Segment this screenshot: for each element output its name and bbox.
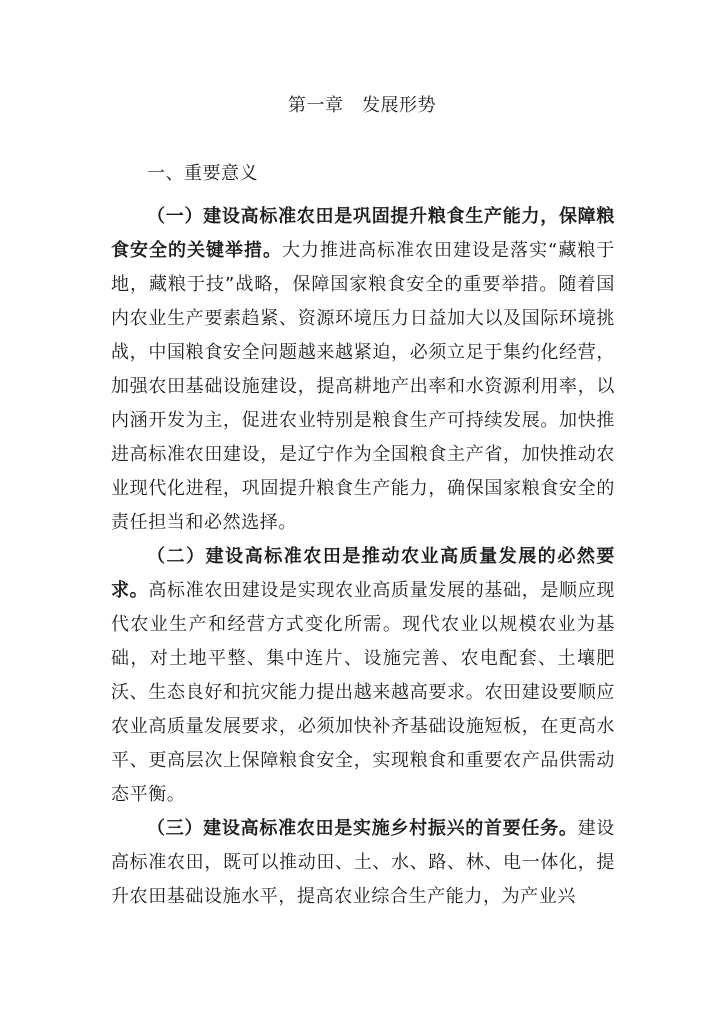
paragraph-3	[111, 812, 615, 914]
paragraph-1-lead: （一）建设高标准农田是巩固提升粮食生产能力，保障粮食安全的关键举措。	[111, 206, 615, 261]
paragraph-2-lead: （二）建设高标准农田是推动农业高质量发展的必然要求。	[111, 546, 615, 601]
paragraph-1	[111, 200, 615, 540]
paragraph-2-text: 高标准农田建设是实现农业高质量发展的基础，是顺应现代农业生产和经营方式变化所需。现代农业以规模农业为基础，对土地平整、集中连片、设施完善、农电配套、土壤肥沃、生态良好和抗灾能力提出越来越高要求。农田建设要顺应农业高质量发展要求，必须加快补齐基础设施短板，在更高水平、更高层次上保障粮食安全，实现粮食和重要农产品供需动态平衡。	[111, 580, 615, 805]
section-heading: 一、重要意义	[147, 163, 258, 184]
paragraph-3-text: 建设高标准农田，既可以推动田、土、水、路、林、电一体化，提升农田基础设施水平，提高农业综合生产能力，为产业兴	[111, 818, 615, 907]
paragraph-1-text: 大力推进高标准农田建设是落实“藏粮于地，藏粮于技”战略，保障国家粮食安全的重要举措。随着国内农业生产要素趋紧、资源环境压力日益加大以及国际环境挑战，中国粮食安全问题越来越紧迫，必须立足于集约化经营，加强农田基础设施建设，提高耕地产出率和水资源利用率，以内涵开发为主，促进农业特别是粮食生产可持续发展。加快推进高标准农田建设，是辽宁作为全国粮食主产省，加快推动农业现代化进程，巩固提升粮食生产能力，确保国家粮食安全的责任担当和必然选择。	[111, 240, 615, 533]
body-text	[111, 200, 615, 914]
chapter-title: 第一章 发展形势	[288, 95, 436, 116]
paragraph-3-lead: （三）建设高标准农田是实施乡村振兴的首要任务。	[147, 818, 578, 839]
paragraph-2	[111, 540, 615, 812]
